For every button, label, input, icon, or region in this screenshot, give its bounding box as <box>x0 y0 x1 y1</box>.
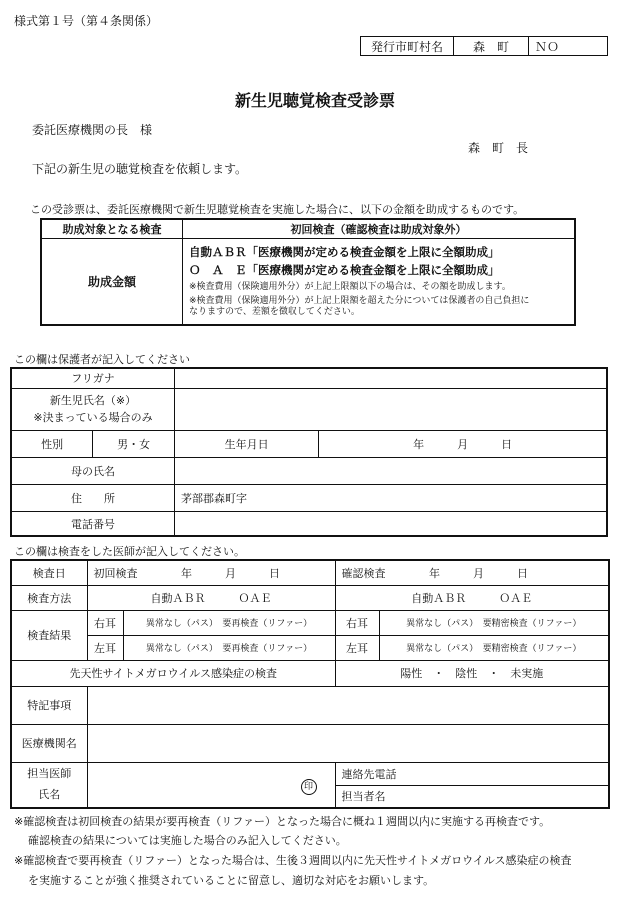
furigana-label: フリガナ <box>11 368 175 388</box>
request-line: 下記の新生児の聴覚検査を依頼します。 <box>32 162 248 176</box>
remarks-label: 特記事項 <box>11 686 87 724</box>
right-ear-result-confirm[interactable]: 異常なし（パス） 要精密検査（リファー） <box>379 610 609 635</box>
phone-field[interactable] <box>175 512 608 536</box>
initial-exam-date[interactable]: 年 月 日 <box>181 566 280 580</box>
baby-name-note: ※決まっている場合のみ <box>33 411 153 425</box>
birth-label: 生年月日 <box>175 431 319 457</box>
phone-label: 電話番号 <box>11 512 175 536</box>
guardian-table <box>10 367 608 537</box>
left-ear-label-confirm: 左耳 <box>335 635 379 660</box>
person-label: 担当者名 <box>335 785 609 808</box>
doctor-label: 担当医師 <box>27 766 72 780</box>
confirm-exam-date[interactable]: 年 月 日 <box>429 566 528 580</box>
result-label: 検査結果 <box>11 610 87 660</box>
target-value: 初回検査（確認検査は助成対象外） <box>183 219 576 238</box>
confirm-exam-label: 確認検査 <box>341 566 386 580</box>
page-title: 新生児聴覚検査受診票 <box>234 91 395 110</box>
footnote-1: ※確認検査は初回検査の結果が要再検査（リファー）となった場合に概ね１週間以内に実施する再検査です。 <box>14 815 551 828</box>
address-field[interactable]: 茅部郡森町字 <box>175 484 608 511</box>
right-ear-label-initial: 右耳 <box>87 610 123 635</box>
issuer-box <box>360 36 608 56</box>
abr-line: 自動ＡＢＲ「医療機関が定める検査金額を上限に全額助成」 <box>189 245 500 259</box>
baby-name-field[interactable] <box>175 388 608 431</box>
right-ear-label-confirm: 右耳 <box>335 610 379 635</box>
left-ear-result-initial[interactable]: 異常なし（パス） 要再検査（リファー） <box>123 635 335 660</box>
baby-name-label: 新生児氏名（※） <box>49 393 137 407</box>
mother-field[interactable] <box>175 457 608 484</box>
no-label: ＮＯ <box>529 37 608 56</box>
left-ear-result-confirm[interactable]: 異常なし（パス） 要精密検査（リファー） <box>379 635 609 660</box>
doctor-name-label: 氏名 <box>38 787 61 801</box>
institution-label: 医療機関名 <box>11 724 87 762</box>
seal-mark: 印 <box>301 779 317 795</box>
sex-label: 性別 <box>11 431 93 457</box>
oae-line: Ｏ Ａ Ｅ「医療機関が定める検査金額を上限に全額助成」 <box>189 263 500 278</box>
method-initial-options[interactable]: 自動ＡＢＲ ＯＡＥ <box>87 585 335 610</box>
target-label: 助成対象となる検査 <box>41 219 183 238</box>
footnote-4: を実施することが強く推奨されていることに留意し、適切な対応をお願いします。 <box>28 874 435 887</box>
cmv-label: 先天性サイトメガロウイルス感染症の検査 <box>11 660 335 686</box>
cmv-options[interactable]: 陽性 ・ 陰性 ・ 未実施 <box>335 660 609 686</box>
subsidy-intro: この受診票は、委託医療機関で新生児聴覚検査を実施した場合に、以下の金額を助成するものです。 <box>30 203 525 216</box>
subsidy-note-2a: ※検査費用（保険適用外分）が上記上限額を超えた分については保護者の自己負担に <box>189 296 530 306</box>
left-ear-label-initial: 左耳 <box>87 635 123 660</box>
subsidy-note-1: ※検査費用（保険適用外分）が上記上限額以下の場合は、その額を助成します。 <box>189 281 511 292</box>
remarks-field[interactable] <box>87 686 609 724</box>
institution-field[interactable] <box>87 724 609 762</box>
mother-label: 母の氏名 <box>11 457 175 484</box>
doctor-table <box>10 559 610 809</box>
contact-label: 連絡先電話 <box>335 762 609 785</box>
birth-date-field[interactable]: 年 月 日 <box>319 431 607 457</box>
doctor-section-note: この欄は検査をした医師が記入してください。 <box>14 545 245 558</box>
footnote-3: ※確認検査で要再検査（リファー）となった場合は、生後３週間以内に先天性サイトメガロウイルス感染症の検査 <box>14 854 572 867</box>
footnote-2: 確認検査の結果については実施した場合のみ記入してください。 <box>28 834 347 847</box>
guardian-section-note: この欄は保護者が記入してください <box>14 353 190 366</box>
doctor-name-field[interactable] <box>87 762 335 808</box>
form-number: 様式第１号（第４条関係） <box>14 14 159 28</box>
method-confirm-options[interactable]: 自動ＡＢＲ ＯＡＥ <box>335 585 609 610</box>
amount-label: 助成金額 <box>41 238 183 325</box>
furigana-field[interactable] <box>175 368 608 388</box>
right-ear-result-initial[interactable]: 異常なし（パス） 要再検査（リファー） <box>123 610 335 635</box>
initial-exam-label: 初回検査 <box>93 566 138 580</box>
issuer-value: 森 町 <box>454 37 529 56</box>
sex-options[interactable]: 男・女 <box>93 431 175 457</box>
subsidy-table <box>40 218 576 326</box>
method-label: 検査方法 <box>11 585 87 610</box>
to-line: 委託医療機関の長 様 <box>32 123 153 137</box>
issuer-label: 発行市町村名 <box>361 37 454 56</box>
address-label: 住 所 <box>11 484 175 511</box>
exam-date-label: 検査日 <box>11 560 87 585</box>
subsidy-note-2b: なりますので、差額を徴収してください。 <box>189 307 360 318</box>
from-line: 森 町 長 <box>468 141 529 155</box>
